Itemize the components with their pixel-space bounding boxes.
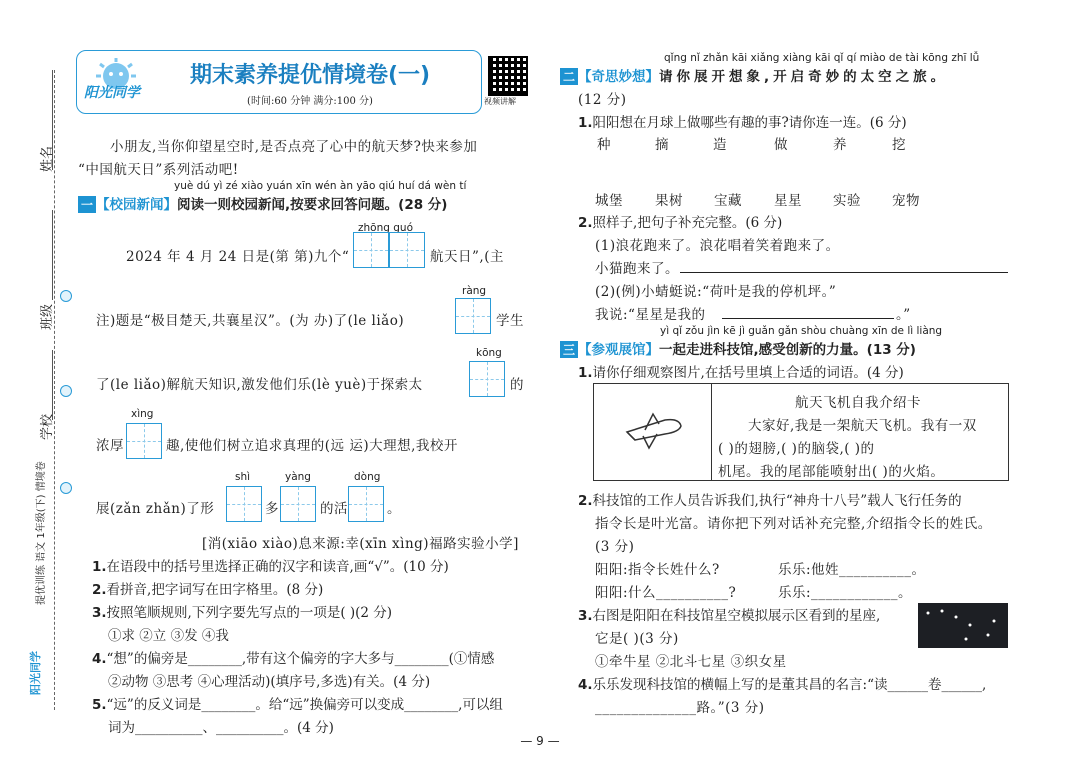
q3-3-options: ①牵牛星 ②北斗七星 ③织女星 [595, 654, 787, 670]
tianzige-box[interactable] [389, 232, 425, 268]
dialog-le-1: 乐乐:他姓__________。 [778, 562, 926, 578]
section-number: 三 [560, 341, 578, 358]
match-noun[interactable]: 城堡 [595, 193, 623, 209]
class-write-line [52, 210, 53, 300]
sec1-pinyin: yuè dú yì zé xiào yuán xīn wén àn yāo qiú huí dá wèn tí [174, 180, 467, 192]
qr-label: 视频讲解 [484, 97, 516, 106]
question-1-2 [92, 578, 323, 598]
section-text: 一起走进科技馆,感受创新的力量。(13 分) [659, 342, 916, 358]
school-label: 学校 [40, 413, 55, 440]
intro-line-2: “中国航天日”系列活动吧! [78, 162, 239, 178]
q2-2-prompt-2b: 。” [896, 307, 911, 323]
match-verb[interactable]: 挖 [892, 137, 906, 153]
tianzige-box[interactable] [348, 486, 384, 522]
match-verb[interactable]: 做 [774, 137, 788, 153]
question-1-5 [92, 693, 503, 713]
news-line-4a: 浓厚 [96, 438, 124, 454]
question-number: 3. [92, 605, 107, 621]
match-verb[interactable]: 摘 [655, 137, 669, 153]
match-noun[interactable]: 宠物 [892, 193, 920, 209]
binding-hole [60, 482, 72, 494]
section-2-heading [560, 65, 948, 85]
pinyin-xing: xìng [131, 408, 154, 420]
question-number: 1. [92, 559, 107, 575]
tianzige-box[interactable] [280, 486, 316, 522]
question-1-3-options: ①求 ②立 ③发 ④我 [108, 628, 229, 644]
brand-logo-vertical: 阳光同学 [29, 651, 42, 695]
news-line-5b: 多 [265, 501, 279, 517]
pinyin-zhongguo: zhōng guó [358, 222, 413, 234]
match-noun[interactable]: 实验 [833, 193, 861, 209]
section-number: 二 [560, 68, 578, 85]
question-text: 右图是阳阳在科技馆星空模拟展示区看到的星座, [592, 608, 881, 624]
question-1-4 [92, 647, 494, 667]
question-2-1 [578, 111, 907, 131]
section-3-heading [560, 338, 916, 358]
answer-line[interactable] [680, 272, 1008, 273]
page-number: — 9 — [520, 734, 560, 748]
card-line-1: 大家好,我是一架航天飞机。我有一双 [748, 418, 977, 434]
binding-hole [60, 385, 72, 397]
q3-3-line-2: 它是( )(3 分) [595, 631, 679, 647]
dialog-yang-1: 阳阳:指令长姓什么? [595, 562, 720, 578]
question-text: 请你仔细观察图片,在括号里填上合适的词语。(4 分) [592, 365, 904, 381]
section-tag: 【校园新闻】 [96, 197, 178, 213]
sec2-pinyin: qǐng nǐ zhǎn kāi xiǎng xiàng kāi qǐ qí miào de tài kōng zhī lǚ [664, 52, 980, 64]
logo-text: 阳光同学 [84, 85, 140, 101]
question-number: 2. [92, 582, 107, 598]
tianzige-box[interactable] [469, 361, 505, 397]
sec2-score: (12 分) [578, 92, 627, 108]
exam-subtitle: (时间:60 分钟 满分:100 分) [247, 96, 373, 107]
constellation-image [918, 603, 1008, 648]
dialog-yang-2: 阳阳:什么__________? [595, 585, 737, 601]
q3-2-line-2: 指令长是叶光富。请你把下列对话补充完整,介绍指令长的姓氏。 [595, 516, 992, 532]
match-noun[interactable]: 宝藏 [714, 193, 742, 209]
answer-line[interactable] [722, 318, 894, 319]
question-number: 2. [578, 215, 593, 231]
question-3-3 [578, 604, 880, 624]
exam-title: 期末素养提优情境卷(一) [189, 63, 431, 88]
news-line-2b: 学生 [496, 313, 524, 329]
news-line-5a: 展(zǎn zhǎn)了形 [96, 501, 215, 517]
question-text: 照样子,把句子补充完整。(6 分) [592, 215, 783, 231]
card-line-2: ( )的翅膀,( )的脑袋,( )的 [718, 441, 875, 457]
question-number: 5. [92, 697, 107, 713]
pinyin-kong: kōng [476, 347, 502, 359]
match-noun[interactable]: 星星 [774, 193, 802, 209]
news-line-3b: 的 [510, 377, 524, 393]
q2-2-prompt-2a: 我说:“星星是我的 [595, 307, 706, 323]
binding-hole [60, 290, 72, 302]
section-tag: 【奇思妙想】 [578, 69, 660, 85]
news-line-5d: 。 [387, 501, 401, 517]
question-number: 4. [92, 651, 107, 667]
question-1-1 [92, 555, 449, 575]
name-label: 姓名 [40, 145, 55, 172]
question-1-4-cont: ②动物 ③思考 ④心理活动)(填序号,多选)有关。(4 分) [108, 674, 431, 690]
tianzige-box[interactable] [226, 486, 262, 522]
question-1-5-cont: 词为__________、__________。(4 分) [108, 720, 334, 736]
news-source: [消(xiāo xiào)息来源:幸(xīn xìng)福路实验小学] [202, 536, 519, 552]
section-tag: 【参观展馆】 [578, 342, 660, 358]
news-line-3a: 了(le liǎo)解航天知识,激发他们乐(lè yuè)于探索太 [96, 377, 423, 393]
question-text: 按照笔顺规则,下列字要先写点的一项是( )(2 分) [106, 605, 393, 621]
section-number: 一 [78, 196, 96, 213]
card-line-3: 机尾。我的尾部能喷射出( )的火焰。 [718, 464, 945, 480]
school-write-line [52, 350, 53, 420]
question-text: 科技馆的工作人员告诉我们,执行“神舟十八号”载人飞行任务的 [592, 493, 962, 509]
news-line-2a: 注)题是“极目楚天,共襄星汉”。(为 办)了(le liǎo) [96, 313, 405, 329]
pinyin-dong: dòng [354, 471, 381, 483]
question-number: 1. [578, 115, 593, 131]
card-title: 航天飞机自我介绍卡 [795, 395, 921, 411]
section-text: 请你展开想象,开启奇妙的太空之旅。 [659, 69, 949, 85]
question-number: 2. [578, 493, 593, 509]
section-1-heading [78, 193, 447, 213]
intro-line-1: 小朋友,当你仰望星空时,是否点亮了心中的航天梦?快来参加 [110, 139, 478, 155]
match-verb[interactable]: 种 [597, 137, 611, 153]
question-2-2 [578, 211, 782, 231]
news-line-1b: 航天日”,(主 [430, 249, 504, 265]
news-line-1a: 2024 年 4 月 24 日是(第 第)九个“ [126, 249, 350, 265]
pinyin-shi: shì [235, 471, 251, 483]
news-line-4b: 趣,使他们树立追求真理的(远 运)大理想,我校开 [166, 438, 458, 454]
question-text: “想”的偏旁是________,带有这个偏旁的字大多与________(①情感 [106, 651, 495, 667]
sec3-pinyin: yì qǐ zǒu jìn kē jì guǎn gǎn shòu chuàng xīn de lì liàng [660, 325, 943, 337]
question-text: 在语段中的括号里选择正确的汉字和读音,画“√”。(10 分) [106, 559, 449, 575]
card-divider [711, 383, 712, 481]
dialog-le-2: 乐乐:____________。 [778, 585, 913, 601]
q3-2-score: (3 分) [595, 539, 635, 555]
question-3-1 [578, 361, 904, 381]
section-text: 阅读一则校园新闻,按要求回答问题。(28 分) [177, 197, 448, 213]
vertical-brand-text: 提优训练 语文 1年级(下) 情境卷 [36, 461, 47, 605]
tianzige-box[interactable] [126, 423, 162, 459]
question-number: 4. [578, 677, 593, 693]
tianzige-box[interactable] [353, 232, 389, 268]
pinyin-yang: yàng [285, 471, 311, 483]
question-3-2 [578, 489, 962, 509]
class-label: 班级 [40, 303, 55, 330]
question-text: “远”的反义词是________。给“远”换偏旁可以变成________,可以组 [106, 697, 503, 713]
question-text: 阳阳想在月球上做哪些有趣的事?请你连一连。(6 分) [592, 115, 907, 131]
pinyin-rang: ràng [462, 285, 487, 297]
question-number: 1. [578, 365, 593, 381]
q2-2-example: (1)浪花跑来了。浪花唱着笑着跑来了。 [595, 238, 840, 254]
match-noun[interactable]: 果树 [655, 193, 683, 209]
question-number: 3. [578, 608, 593, 624]
qr-code-icon[interactable] [488, 56, 528, 96]
tianzige-box[interactable] [455, 298, 491, 334]
q2-2-example-2: (2)(例)小蜻蜓说:“荷叶是我的停机坪。” [595, 284, 837, 300]
match-verb[interactable]: 养 [833, 137, 847, 153]
space-shuttle-icon [625, 410, 683, 450]
question-1-3 [92, 601, 392, 621]
match-verb[interactable]: 造 [713, 137, 727, 153]
question-text: 乐乐发现科技馆的横幅上写的是董其昌的名言:“读______卷______, [592, 677, 987, 693]
question-3-4 [578, 673, 986, 693]
q2-2-prompt: 小猫跑来了。 [595, 261, 679, 277]
news-line-5c: 的活 [320, 501, 348, 517]
name-write-line [52, 70, 53, 170]
q3-4-line-2: ______________路。”(3 分) [595, 700, 765, 716]
question-text: 看拼音,把字词写在田字格里。(8 分) [106, 582, 324, 598]
